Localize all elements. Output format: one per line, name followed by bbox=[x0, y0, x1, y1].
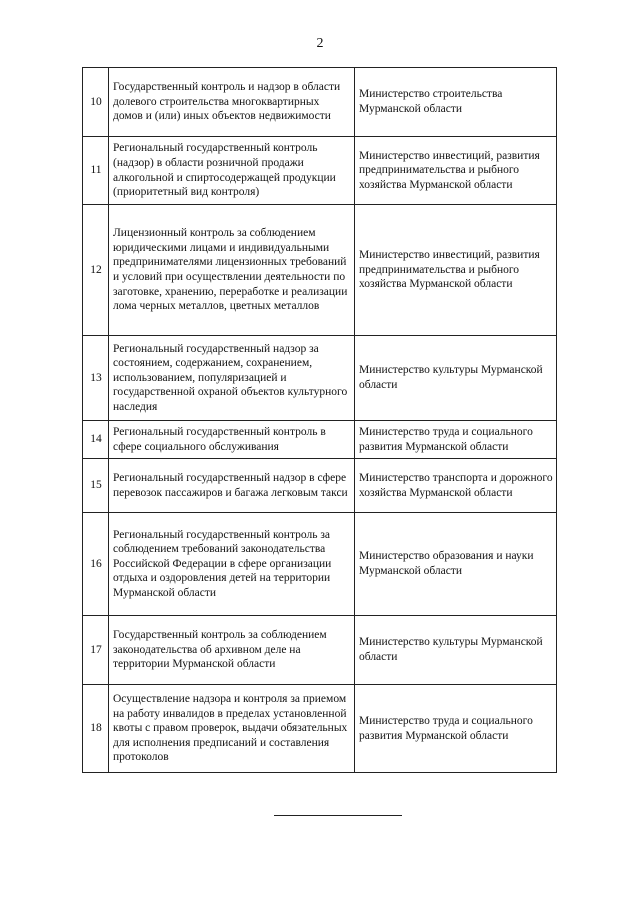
table-row bbox=[83, 205, 557, 336]
control-type-cell: Региональный государственный контроль за соблюдением требований законодательства Российской Федерации в сфере организации отдыха и оздоровления детей на территории Мурманской области bbox=[109, 513, 355, 616]
control-type-cell: Региональный государственный надзор за состоянием, содержанием, сохранением, использованием, популяризацией и государственной охраной объектов культурного наследия bbox=[109, 336, 355, 421]
control-type-cell: Государственный контроль и надзор в области долевого строительства многоквартирных домов и (или) иных объектов недвижимости bbox=[109, 68, 355, 137]
table-row bbox=[83, 137, 557, 205]
control-type-cell: Региональный государственный надзор в сфере перевозок пассажиров и багажа легковым такси bbox=[109, 459, 355, 513]
row-number: 13 bbox=[83, 336, 109, 421]
table-row bbox=[83, 513, 557, 616]
end-separator-line bbox=[274, 815, 402, 816]
table-row bbox=[83, 68, 557, 137]
row-number: 11 bbox=[83, 137, 109, 205]
ministry-cell: Министерство инвестиций, развития предпринимательства и рыбного хозяйства Мурманской области bbox=[355, 137, 557, 205]
ministry-cell: Министерство образования и науки Мурманской области bbox=[355, 513, 557, 616]
control-type-cell: Государственный контроль за соблюдением законодательства об архивном деле на территории Мурманской области bbox=[109, 616, 355, 685]
ministry-cell: Министерство труда и социального развития Мурманской области bbox=[355, 685, 557, 773]
control-type-cell: Лицензионный контроль за соблюдением юридическими лицами и индивидуальными предпринимателями лицензионных требований и условий при осуществлении деятельности по заготовке, хранению, переработке и реализации лома черных металлов, цветных металлов bbox=[109, 205, 355, 336]
table-row bbox=[83, 336, 557, 421]
table-row bbox=[83, 616, 557, 685]
ministry-cell: Министерство культуры Мурманской области bbox=[355, 336, 557, 421]
ministry-cell: Министерство труда и социального развития Мурманской области bbox=[355, 421, 557, 459]
row-number: 14 bbox=[83, 421, 109, 459]
control-type-cell: Региональный государственный контроль (надзор) в области розничной продажи алкогольной и спиртосодержащей продукции (приоритетный вид контроля) bbox=[109, 137, 355, 205]
row-number: 10 bbox=[83, 68, 109, 137]
ministry-cell: Министерство строительства Мурманской области bbox=[355, 68, 557, 137]
control-type-cell: Региональный государственный контроль в сфере социального обслуживания bbox=[109, 421, 355, 459]
control-types-table bbox=[82, 67, 557, 773]
row-number: 16 bbox=[83, 513, 109, 616]
control-type-cell: Осуществление надзора и контроля за приемом на работу инвалидов в пределах установленной квоты с правом проверок, выдачи обязательных для исполнения предписаний и составления протоколов bbox=[109, 685, 355, 773]
row-number: 18 bbox=[83, 685, 109, 773]
ministry-cell: Министерство культуры Мурманской области bbox=[355, 616, 557, 685]
row-number: 15 bbox=[83, 459, 109, 513]
table-row bbox=[83, 459, 557, 513]
page-number: 2 bbox=[316, 36, 324, 51]
ministry-cell: Министерство транспорта и дорожного хозяйства Мурманской области bbox=[355, 459, 557, 513]
table-row bbox=[83, 685, 557, 773]
ministry-cell: Министерство инвестиций, развития предпринимательства и рыбного хозяйства Мурманской области bbox=[355, 205, 557, 336]
row-number: 12 bbox=[83, 205, 109, 336]
row-number: 17 bbox=[83, 616, 109, 685]
table-row bbox=[83, 421, 557, 459]
